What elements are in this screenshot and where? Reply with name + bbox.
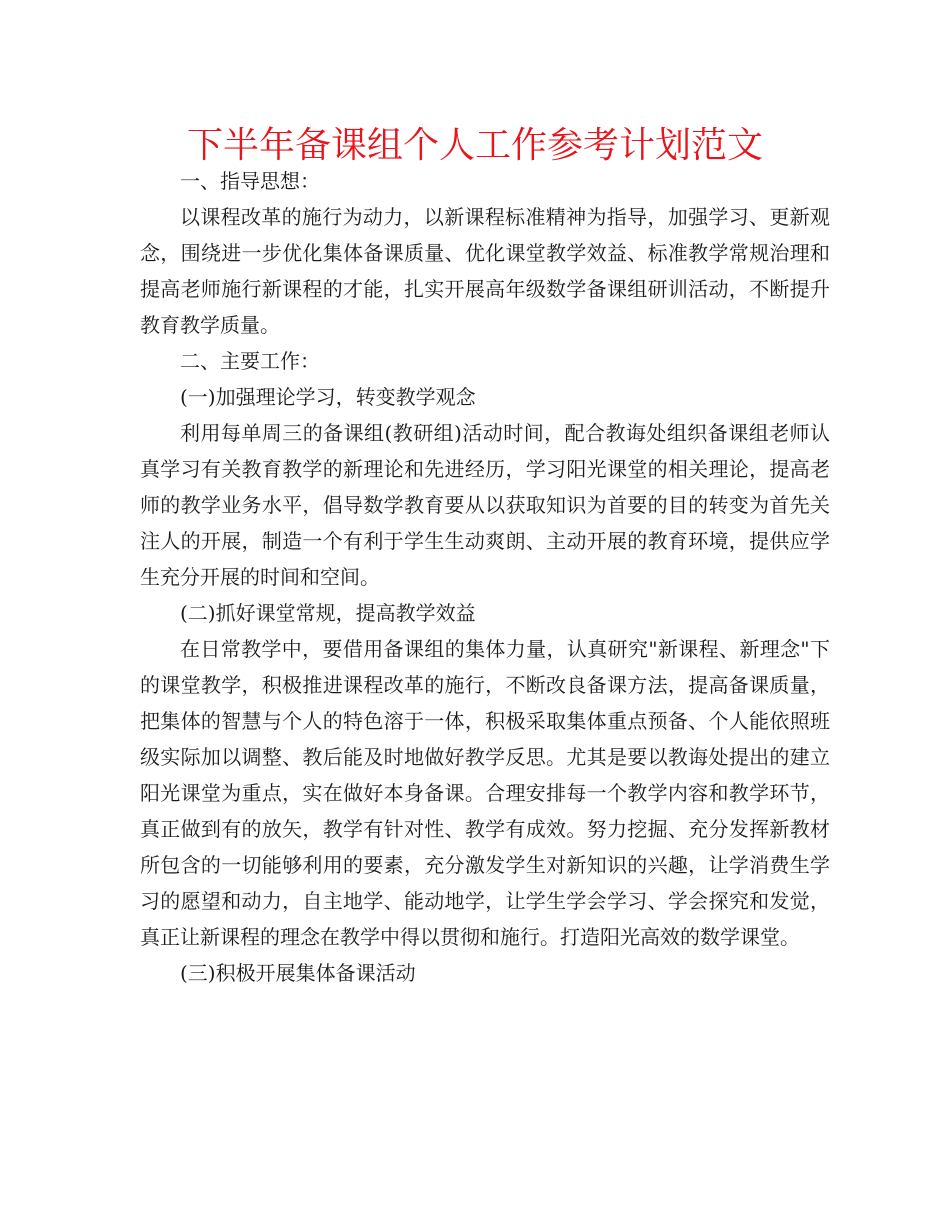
document-body: [140, 163, 830, 991]
subsection-heading-theory-study: (一)加强理论学习，转变教学观念: [180, 385, 476, 409]
document-title: 下半年备课组个人工作参考计划范文: [186, 125, 763, 166]
subsection-heading-collective-lesson-prep: (三)积极开展集体备课活动: [180, 961, 416, 985]
paragraph-classroom-routine: 在日常教学中，要借用备课组的集体力量，认真研究"新课程、新理念"下的课堂教学，积极推进课程改革的施行，不断改良备课方法，提高备课质量，把集体的智慧与个人的特色溶于一体，积极采取集体重点预备、个人能依照班级实际加以调整、教后能及时地做好教学反思。尤其是要以教诲处提出的建立阳光课堂为重点，实在做好本身备课。合理安排每一个教学内容和教学环节，真正做到有的放矢，教学有针对性、教学有成效。努力挖掘、充分发挥新教材所包含的一切能够利用的要素，充分激发学生对新知识的兴趣，让学消费生学习的愿望和动力，自主地学、能动地学，让学生学会学习、学会探究和发觉，真正让新课程的理念在教学中得以贯彻和施行。打造阳光高效的数学课堂。: [140, 637, 830, 949]
subsection-heading-classroom-routine: (二)抓好课堂常规，提高教学效益: [180, 601, 476, 625]
paragraph-guiding-thought: 以课程改革的施行为动力，以新课程标准精神为指导，加强学习、更新观念，围绕进一步优化集体备课质量、优化课堂教学效益、标准教学常规治理和提高老师施行新课程的才能，扎实开展高年级数学备课组研训活动，不断提升教育教学质量。: [140, 205, 830, 337]
section-heading-guiding-thought: 一、指导思想：: [180, 169, 320, 193]
section-heading-main-work: 二、主要工作：: [180, 349, 320, 373]
paragraph-theory-study: 利用每单周三的备课组(教研组)活动时间，配合教诲处组织备课组老师认真学习有关教育教学的新理论和先进经历，学习阳光课堂的相关理论，提高老师的教学业务水平，倡导数学教育要从以获取知识为首要的目的转变为首先关注人的开展，制造一个有利于学生生动爽朗、主动开展的教育环境，提供应学生充分开展的时间和空间。: [140, 421, 830, 589]
